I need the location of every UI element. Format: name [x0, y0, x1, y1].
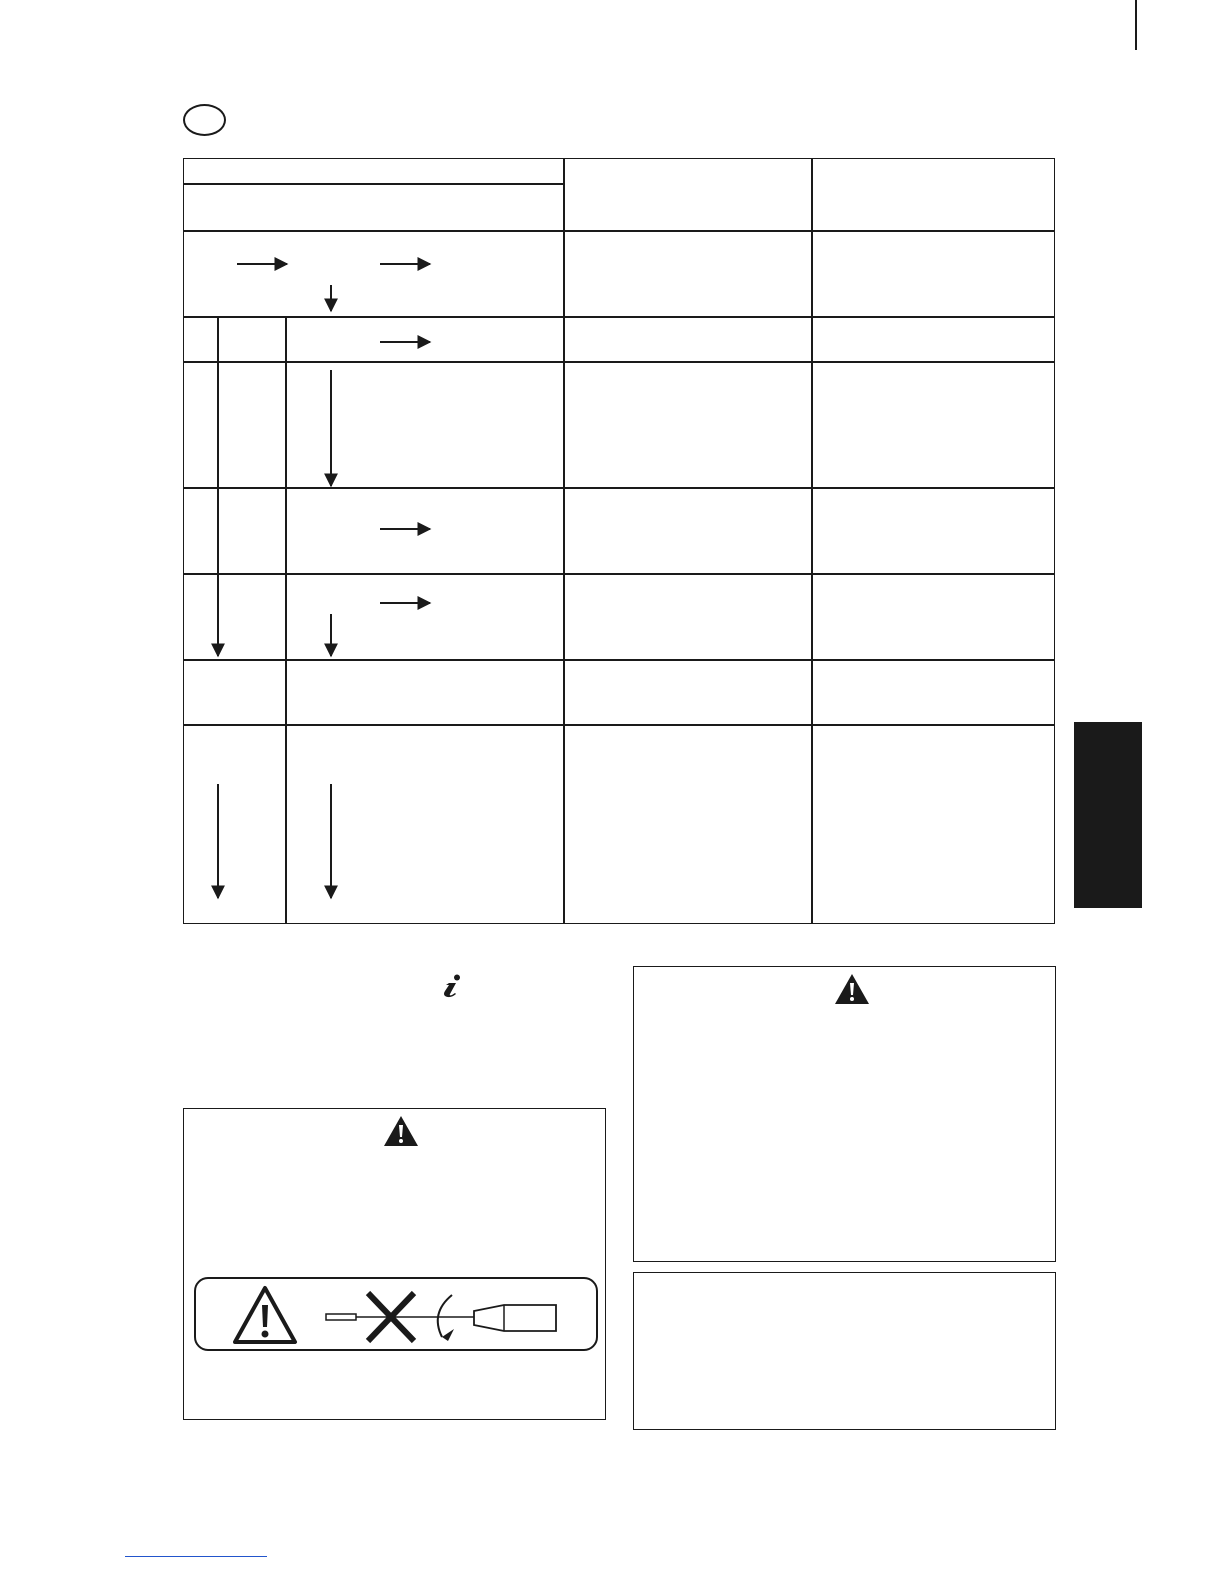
- info-i-icon: [436, 974, 466, 998]
- footer-link-underline[interactable]: [125, 1556, 267, 1557]
- warning-box-right: [633, 966, 1056, 1262]
- warning-triangle-icon: [383, 1115, 419, 1147]
- sticker-warning-triangle-icon: [232, 1285, 298, 1345]
- note-box-right: [633, 1272, 1056, 1430]
- warning-box-left: [183, 1108, 606, 1420]
- screwdriver-prohibited-icon: [324, 1289, 574, 1343]
- info-section: [183, 966, 603, 1086]
- warning-triangle-icon-right: [834, 973, 870, 1005]
- warning-label-sticker: [194, 1277, 598, 1351]
